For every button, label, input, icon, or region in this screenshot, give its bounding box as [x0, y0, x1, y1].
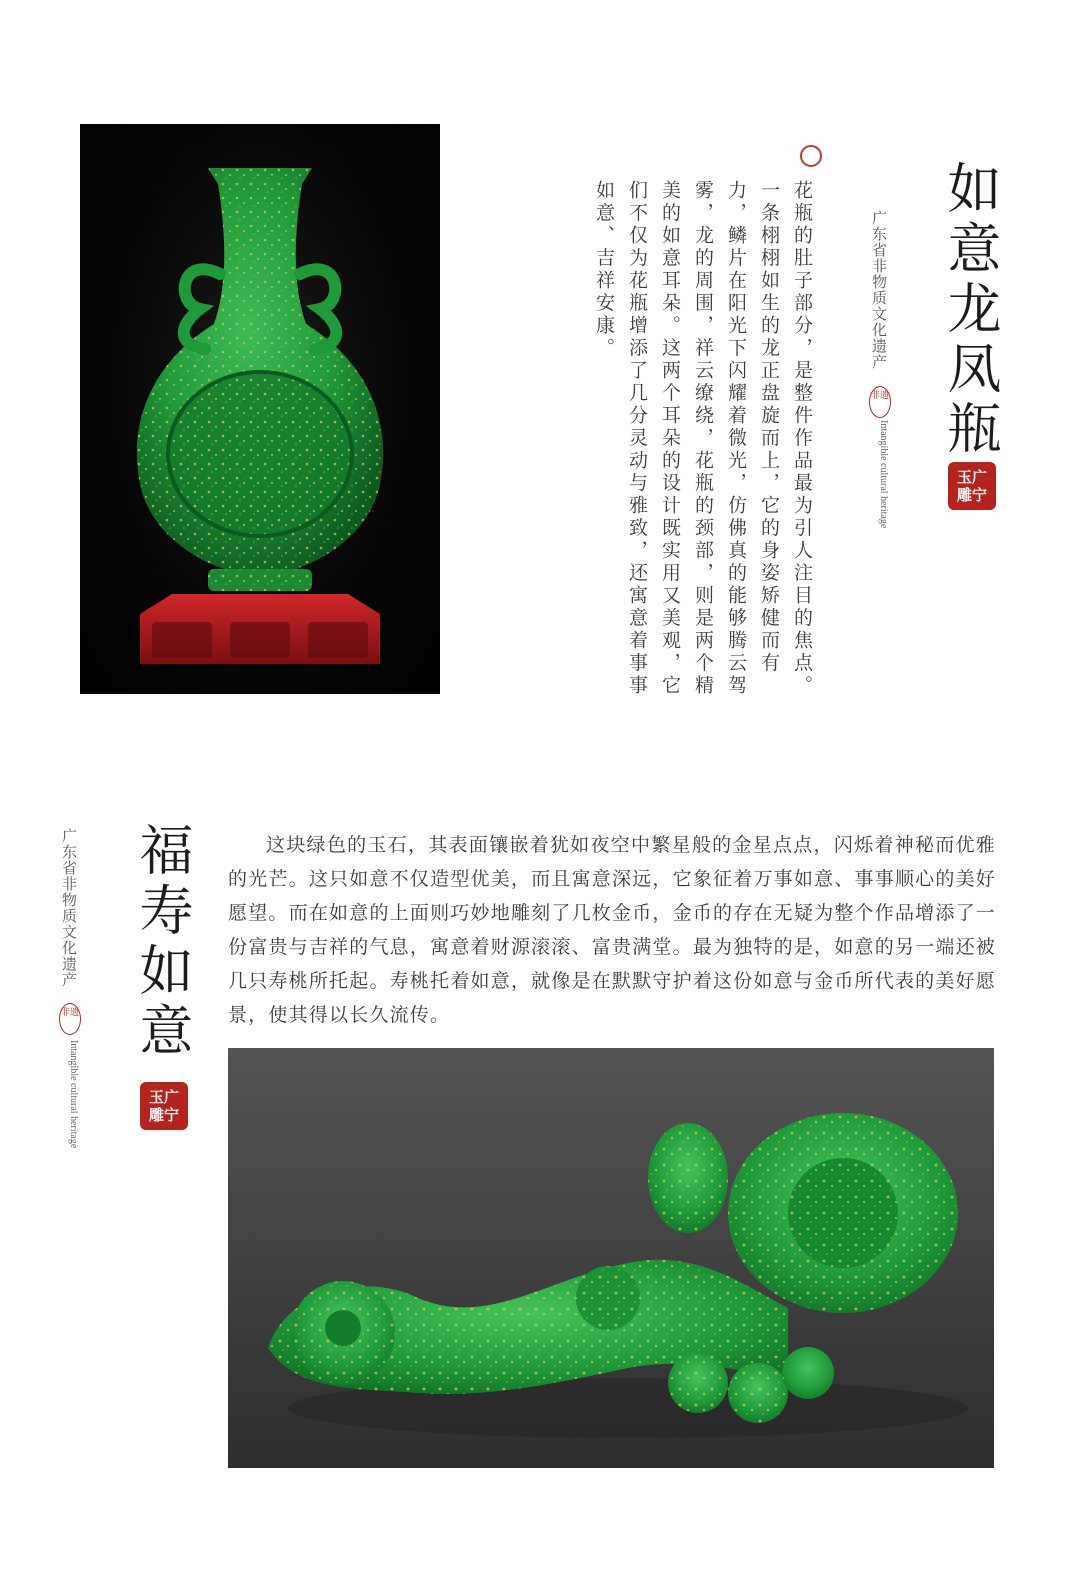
section1-english-label: Intangible cultural heritage [878, 420, 889, 529]
seal-stamp: 玉广雕宁 [948, 462, 996, 510]
section1-org-label: 广东省非物质文化遗产 [870, 210, 887, 370]
seal-stamp: 玉广雕宁 [140, 1082, 188, 1130]
circle-icon [800, 145, 822, 167]
ruyi-photo [228, 1048, 994, 1468]
section2-title: 福寿如意 [131, 822, 194, 1062]
section2-body-text: 这块绿色的玉石，其表面镶嵌着犹如夜空中繁星般的金星点点，闪烁着神秘而优雅的光芒。这只如意不仅造型优美，而且寓意深远，它象征着万事如意、事事顺心的美好愿望。而在如意的上面则巧妙地雕刻了几枚金币，金币的存在无疑为整个作品增添了一份富贵与吉祥的气息，寓意着财源滚滚、富贵满堂。最为独特的是，如意的另一端还被几只寿桃所托起。寿桃托着如意，就像是在默默守护着这份如意与金币所代表的美好愿景，使其得以长久流传。 [228, 834, 996, 1026]
ruyi-illustration [228, 1048, 994, 1468]
vase-illustration [80, 124, 440, 694]
section1-body-text: 花瓶的肚子部分，是整件作品最为引人注目的焦点。一条栩栩如生的龙正盘旋而上，它的身姿矫健而有力，鳞片在阳光下闪耀着微光，仿佛真的能够腾云驾雾，龙的周围，祥云缭绕，花瓶的颈部，则是两个精美的如意耳朵。这两个耳朵的设计既实用又美观，它们不仅为花瓶增添了几分灵动与雅致，还寓意着事事如意、吉祥安康。 [593, 180, 813, 698]
section1-title: 如意龙凤瓶 [939, 160, 1002, 460]
section2-org-label: 广东省非物质文化遗产 [60, 828, 77, 988]
feiyi-mark: 非遗 [869, 386, 891, 418]
section2-english-label: Intangible cultural heritage [68, 1040, 79, 1149]
feiyi-mark: 非遗 [59, 1003, 81, 1035]
vase-photo [80, 124, 440, 694]
